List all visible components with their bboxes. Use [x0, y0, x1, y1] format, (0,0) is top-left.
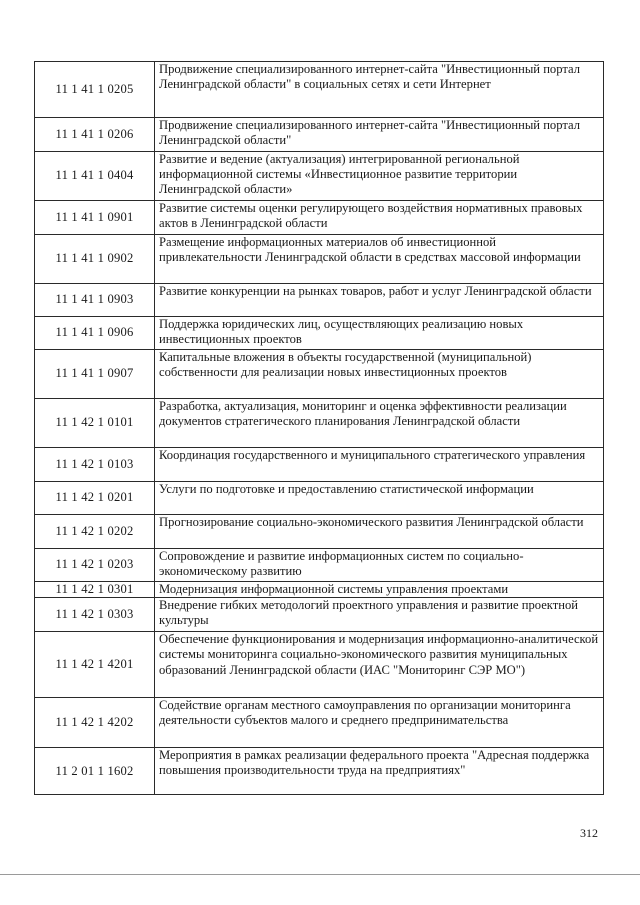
row-code: 11 1 41 1 0206	[35, 118, 155, 152]
row-description: Обеспечение функционирования и модернизация информационно-аналитической системы мониторинга социально-экономического развития муниципальных образований Ленинградской области (ИАС "Мониторинг СЭР МО")	[155, 632, 604, 698]
table-row	[35, 632, 604, 698]
row-code: 11 1 42 1 0301	[35, 582, 155, 598]
row-code: 11 1 42 1 0201	[35, 482, 155, 515]
row-code: 11 1 42 1 4202	[35, 698, 155, 748]
row-code: 11 1 42 1 4201	[35, 632, 155, 698]
table-row	[35, 152, 604, 201]
table-row	[35, 235, 604, 284]
table-row	[35, 698, 604, 748]
table-row	[35, 284, 604, 317]
row-description: Развитие конкуренции на рынках товаров, работ и услуг Ленинградской области	[155, 284, 604, 317]
row-description: Внедрение гибких методологий проектного управления и развитие проектной культуры	[155, 598, 604, 632]
table-row	[35, 62, 604, 118]
table-row	[35, 448, 604, 482]
row-description: Услуги по подготовке и предоставлению статистической информации	[155, 482, 604, 515]
table-row	[35, 399, 604, 448]
row-description: Мероприятия в рамках реализации федерального проекта "Адресная поддержка повышения производительности труда на предприятиях"	[155, 748, 604, 795]
table-row	[35, 748, 604, 795]
row-code: 11 1 41 1 0907	[35, 350, 155, 399]
row-description: Прогнозирование социально-экономического развития Ленинградской области	[155, 515, 604, 549]
row-code: 11 1 42 1 0101	[35, 399, 155, 448]
row-description: Продвижение специализированного интернет-сайта "Инвестиционный портал Ленинградской области" в социальных сетях и сети Интернет	[155, 62, 604, 118]
row-code: 11 1 41 1 0205	[35, 62, 155, 118]
table-row	[35, 350, 604, 399]
row-description: Разработка, актуализация, мониторинг и оценка эффективности реализации документов стратегического планирования Ленинградской области	[155, 399, 604, 448]
row-code: 11 1 41 1 0404	[35, 152, 155, 201]
table-row	[35, 118, 604, 152]
row-code: 11 1 41 1 0903	[35, 284, 155, 317]
row-description: Капитальные вложения в объекты государственной (муниципальной) собственности для реализации новых инвестиционных проектов	[155, 350, 604, 399]
table-row	[35, 515, 604, 549]
table-row	[35, 598, 604, 632]
table-body	[35, 62, 604, 795]
row-code: 11 1 41 1 0906	[35, 317, 155, 350]
row-description: Размещение информационных материалов об инвестиционной привлекательности Ленинградской области в средствах массовой информации	[155, 235, 604, 284]
row-description: Координация государственного и муниципального стратегического управления	[155, 448, 604, 482]
row-description: Сопровождение и развитие информационных систем по социально-экономическому развитию	[155, 549, 604, 582]
row-code: 11 1 42 1 0202	[35, 515, 155, 549]
row-description: Модернизация информационной системы управления проектами	[155, 582, 604, 598]
row-code: 11 1 42 1 0103	[35, 448, 155, 482]
page-bottom-edge	[0, 874, 640, 875]
row-code: 11 1 42 1 0203	[35, 549, 155, 582]
table-row	[35, 549, 604, 582]
row-code: 11 1 41 1 0901	[35, 201, 155, 235]
page-number: 312	[580, 826, 598, 840]
row-code: 11 1 42 1 0303	[35, 598, 155, 632]
row-code: 11 2 01 1 1602	[35, 748, 155, 795]
row-description: Продвижение специализированного интернет-сайта "Инвестиционный портал Ленинградской области"	[155, 118, 604, 152]
row-description: Развитие системы оценки регулирующего воздействия нормативных правовых актов в Ленинградской области	[155, 201, 604, 235]
table-row	[35, 582, 604, 598]
table-row	[35, 317, 604, 350]
row-description: Развитие и ведение (актуализация) интегрированной региональной информационной системы «Инвестиционное развитие территории Ленинградской области»	[155, 152, 604, 201]
table-row	[35, 482, 604, 515]
row-code: 11 1 41 1 0902	[35, 235, 155, 284]
table-row	[35, 201, 604, 235]
row-description: Поддержка юридических лиц, осуществляющих реализацию новых инвестиционных проектов	[155, 317, 604, 350]
row-description: Содействие органам местного самоуправления по организации мониторинга деятельности субъектов малого и среднего предпринимательства	[155, 698, 604, 748]
budget-codes-table	[34, 61, 604, 795]
